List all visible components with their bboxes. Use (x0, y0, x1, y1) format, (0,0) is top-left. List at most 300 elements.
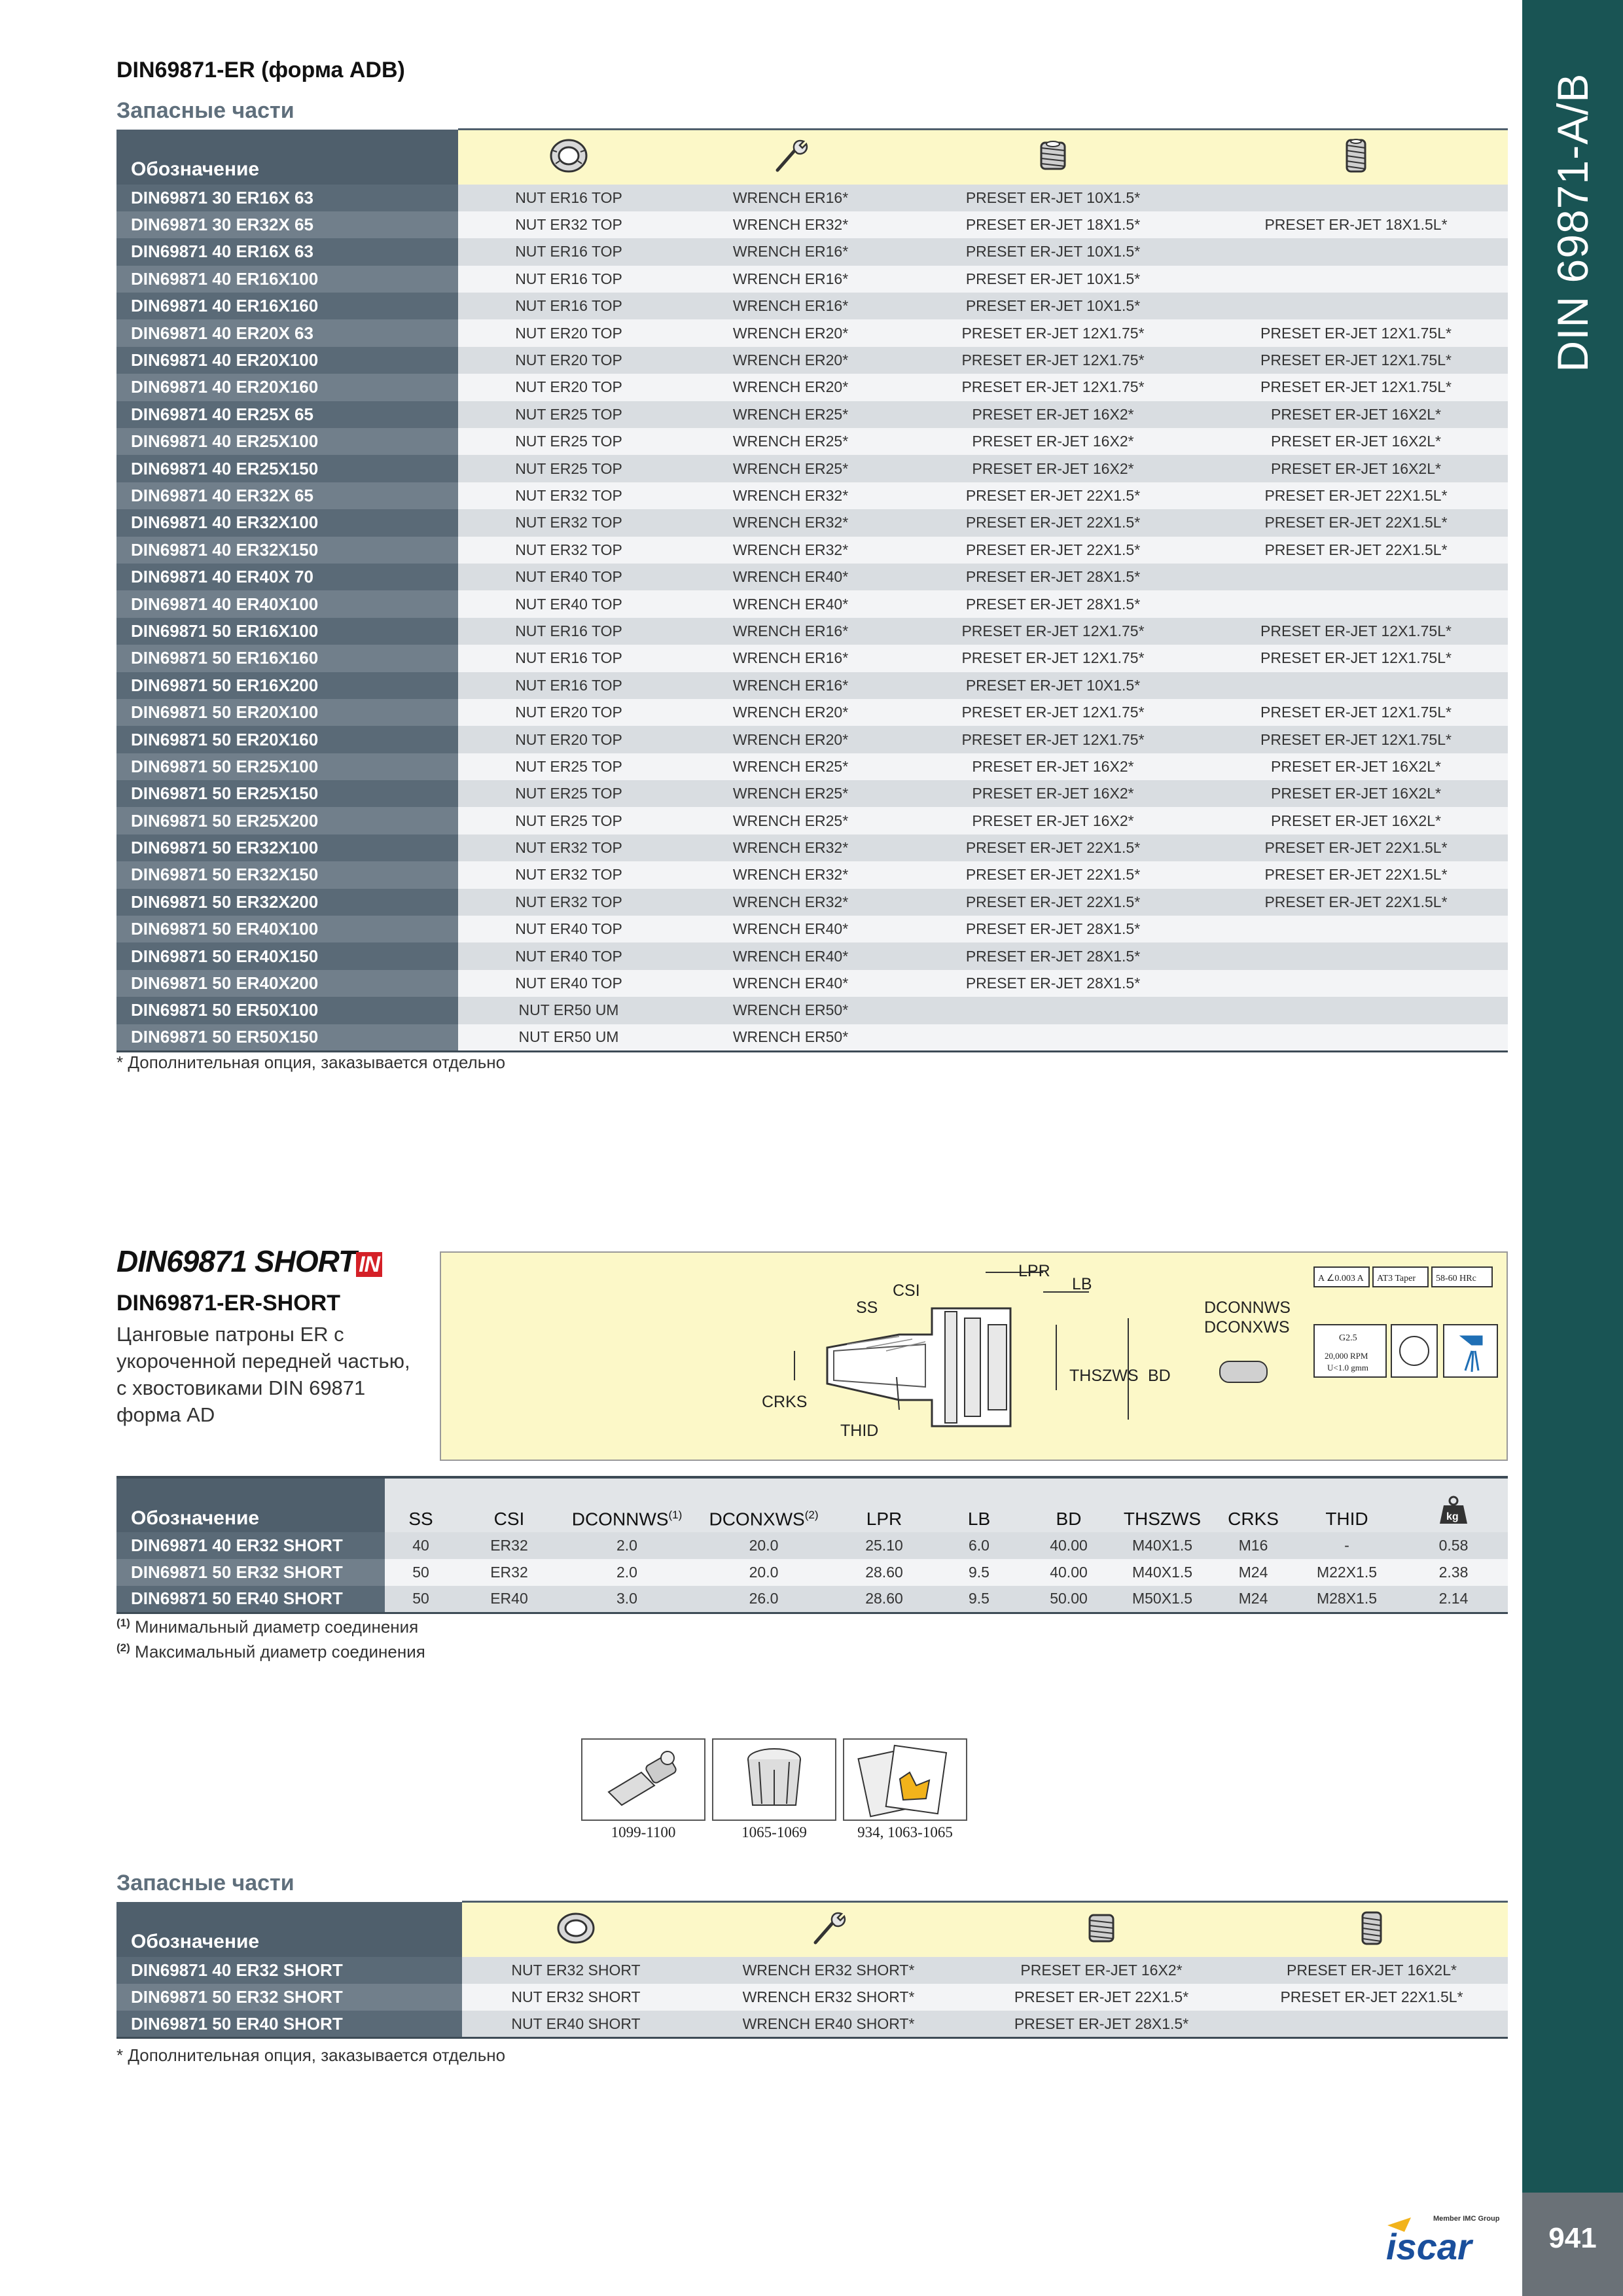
part-cell: WRENCH ER40* (679, 942, 902, 969)
designation-cell: DIN69871 50 ER32X100 (116, 834, 458, 861)
short-footnote: * Дополнительная опция, заказывается отдельно (116, 2045, 506, 2065)
part-cell: WRENCH ER32* (679, 509, 902, 536)
part-cell: NUT ER40 TOP (458, 942, 679, 969)
part-cell (1236, 2011, 1508, 2037)
short-spare-parts-table (116, 1901, 1508, 2039)
dimension-cell: 20.0 (692, 1559, 835, 1586)
designation-cell: DIN69871 40 ER32X 65 (116, 482, 458, 509)
table-row (116, 889, 1508, 916)
part-cell: NUT ER25 TOP (458, 753, 679, 780)
dimension-cell: 40.00 (1025, 1559, 1113, 1586)
part-cell: PRESET ER-JET 16X2L* (1204, 780, 1508, 807)
table-row (116, 428, 1508, 455)
ref-image-collet-holder[interactable] (581, 1738, 705, 1821)
part-cell (1204, 916, 1508, 942)
dims-header-lb: LB (933, 1477, 1025, 1532)
label-dconnws: DCONNWS (1204, 1299, 1291, 1317)
designation-cell: DIN69871 50 ER50X150 (116, 1024, 458, 1051)
designation-cell: DIN69871 40 ER16X160 (116, 293, 458, 319)
part-cell: WRENCH ER40* (679, 590, 902, 617)
designation-cell: DIN69871 50 ER32X150 (116, 861, 458, 888)
dimension-cell: 50 (385, 1559, 457, 1586)
designation-header: Обозначение (116, 130, 458, 185)
dimension-cell: ER40 (457, 1586, 562, 1613)
part-cell: PRESET ER-JET 18X1.5* (902, 211, 1204, 238)
part-cell: NUT ER32 TOP (458, 889, 679, 916)
part-cell: PRESET ER-JET 12X1.75* (902, 699, 1204, 726)
part-cell: PRESET ER-JET 16X2* (902, 807, 1204, 834)
designation-cell: DIN69871 50 ER16X160 (116, 645, 458, 672)
label-thszws: THSZWS (1069, 1367, 1139, 1385)
part-cell: NUT ER40 TOP (458, 590, 679, 617)
dims-header-ss: SS (385, 1477, 457, 1532)
designation-cell: DIN69871 40 ER20X 63 (116, 319, 458, 346)
coolant-screw-icon (902, 130, 1204, 185)
part-cell: NUT ER25 TOP (458, 780, 679, 807)
dimension-cell: 9.5 (933, 1559, 1025, 1586)
table-row (116, 293, 1508, 319)
ref-image-documents[interactable] (843, 1738, 967, 1821)
coolant-screw-icon (967, 1902, 1236, 1957)
rpm-label: 20,000 RPM (1325, 1351, 1368, 1361)
table-row (116, 970, 1508, 997)
product-line-logo (116, 1244, 382, 1279)
dconxws-sup: (2) (804, 1508, 819, 1521)
dimension-cell: 25.10 (835, 1532, 933, 1559)
part-cell: PRESET ER-JET 16X2L* (1204, 807, 1508, 834)
designation-cell: DIN69871 40 ER32 SHORT (116, 1957, 462, 1984)
member-text: Member IMC Group (1433, 2215, 1500, 2223)
part-cell: WRENCH ER40* (679, 564, 902, 590)
part-cell: NUT ER20 TOP (458, 347, 679, 374)
part-cell: PRESET ER-JET 10X1.5* (902, 293, 1204, 319)
table-row (116, 374, 1508, 401)
dimension-cell: 9.5 (933, 1586, 1025, 1613)
designation-cell: DIN69871 50 ER50X100 (116, 997, 458, 1024)
part-cell: PRESET ER-JET 22X1.5L* (1204, 834, 1508, 861)
part-cell: WRENCH ER20* (679, 726, 902, 753)
part-cell: PRESET ER-JET 16X2* (902, 428, 1204, 455)
part-cell: WRENCH ER20* (679, 319, 902, 346)
part-cell: PRESET ER-JET 22X1.5L* (1204, 889, 1508, 916)
part-cell: PRESET ER-JET 28X1.5* (967, 2011, 1236, 2037)
part-cell: NUT ER50 UM (458, 997, 679, 1024)
designation-cell: DIN69871 40 ER32X150 (116, 537, 458, 564)
table-row (116, 672, 1508, 699)
part-cell: WRENCH ER25* (679, 401, 902, 428)
part-cell: WRENCH ER25* (679, 428, 902, 455)
part-cell: WRENCH ER40* (679, 970, 902, 997)
table-row (116, 509, 1508, 536)
part-cell: WRENCH ER25* (679, 780, 902, 807)
designation-cell: DIN69871 40 ER32X100 (116, 509, 458, 536)
part-cell: WRENCH ER32* (679, 537, 902, 564)
part-cell: PRESET ER-JET 12X1.75L* (1204, 618, 1508, 645)
long-coolant-screw-icon (1204, 130, 1508, 185)
table-row (116, 537, 1508, 564)
table-row (116, 319, 1508, 346)
dimension-cell: 6.0 (933, 1532, 1025, 1559)
dimensions-table (116, 1476, 1508, 1614)
label-bd: BD (1148, 1367, 1171, 1385)
part-cell: PRESET ER-JET 28X1.5* (902, 590, 1204, 617)
taper-badge: AT3 Taper (1377, 1274, 1416, 1283)
designation-cell: DIN69871 50 ER25X100 (116, 753, 458, 780)
dimension-cell: - (1294, 1532, 1399, 1559)
table-row (116, 238, 1508, 265)
ref-label-3: 934, 1063-1065 (857, 1824, 953, 1840)
part-cell: WRENCH ER32* (679, 834, 902, 861)
part-cell: NUT ER25 TOP (458, 428, 679, 455)
part-cell: PRESET ER-JET 12X1.75L* (1204, 374, 1508, 401)
brand-text: DIN69871 SHORT (116, 1244, 357, 1278)
nut-icon (462, 1902, 690, 1957)
part-cell: PRESET ER-JET 12X1.75* (902, 645, 1204, 672)
designation-cell: DIN69871 40 ER25X 65 (116, 401, 458, 428)
dimension-cell: 26.0 (692, 1586, 835, 1613)
hardness-badge: 58-60 HRc (1436, 1274, 1476, 1283)
dims-header-designation: Обозначение (116, 1477, 385, 1532)
designation-cell: DIN69871 50 ER20X100 (116, 699, 458, 726)
label-thid: THID (840, 1422, 879, 1440)
table-row (116, 455, 1508, 482)
table-row (116, 997, 1508, 1024)
label-csi: CSI (893, 1282, 920, 1300)
part-cell: NUT ER16 TOP (458, 618, 679, 645)
part-cell (902, 997, 1204, 1024)
table-row (116, 942, 1508, 969)
dimension-cell: 20.0 (692, 1532, 835, 1559)
ref-label-1: 1099-1100 (611, 1824, 676, 1840)
table-row (116, 590, 1508, 617)
table-row (116, 1024, 1508, 1051)
part-cell: PRESET ER-JET 10X1.5* (902, 672, 1204, 699)
dimension-cell: 0.58 (1399, 1532, 1508, 1559)
dims-header-bd: BD (1025, 1477, 1113, 1532)
part-cell: WRENCH ER25* (679, 753, 902, 780)
part-cell: PRESET ER-JET 28X1.5* (902, 942, 1204, 969)
designation-cell: DIN69871 40 ER25X100 (116, 428, 458, 455)
designation-cell: DIN69871 50 ER25X150 (116, 780, 458, 807)
part-cell: NUT ER32 TOP (458, 211, 679, 238)
part-cell: PRESET ER-JET 10X1.5* (902, 238, 1204, 265)
designation-cell: DIN69871 50 ER40X100 (116, 916, 458, 942)
table-row (116, 645, 1508, 672)
part-cell: PRESET ER-JET 16X2* (902, 455, 1204, 482)
weight-icon-label: kg (1446, 1511, 1459, 1522)
designation-cell: DIN69871 50 ER40X150 (116, 942, 458, 969)
label-lb: LB (1072, 1275, 1092, 1293)
part-cell: PRESET ER-JET 28X1.5* (902, 970, 1204, 997)
table-row (116, 1586, 1508, 1613)
product-description: Цанговые патроны ER с укороченной передней частью, с хвостовиками DIN 69871 форма AD (116, 1323, 410, 1426)
designation-cell: DIN69871 50 ER32 SHORT (116, 1984, 462, 2011)
part-cell: PRESET ER-JET 16X2L* (1204, 455, 1508, 482)
part-cell: NUT ER32 TOP (458, 834, 679, 861)
spare-parts-table (116, 128, 1508, 1052)
designation-cell: DIN69871 40 ER25X150 (116, 455, 458, 482)
table-row (116, 916, 1508, 942)
dimension-cell: ER32 (457, 1559, 562, 1586)
part-cell (1204, 590, 1508, 617)
part-cell: PRESET ER-JET 16X2* (902, 780, 1204, 807)
part-cell: WRENCH ER25* (679, 807, 902, 834)
label-dconxws: DCONXWS (1204, 1318, 1290, 1336)
part-cell: NUT ER50 UM (458, 1024, 679, 1051)
table-row (116, 401, 1508, 428)
dims-header-thid: THID (1294, 1477, 1399, 1532)
part-cell: PRESET ER-JET 22X1.5L* (1204, 509, 1508, 536)
dims-header-dconxws (692, 1477, 835, 1532)
part-cell: PRESET ER-JET 12X1.75* (902, 618, 1204, 645)
part-cell: PRESET ER-JET 22X1.5L* (1236, 1984, 1508, 2011)
designation-cell: DIN69871 40 ER16X100 (116, 266, 458, 293)
long-coolant-screw-icon (1236, 1902, 1508, 1957)
logo-text: iscar (1386, 2226, 1472, 2266)
unbalance-label: U<1.0 gmm (1327, 1363, 1368, 1372)
ref-image-collet[interactable] (712, 1738, 836, 1821)
part-cell: WRENCH ER32 SHORT* (690, 1984, 967, 2011)
part-cell: PRESET ER-JET 12X1.75* (902, 347, 1204, 374)
part-cell: WRENCH ER32 SHORT* (690, 1957, 967, 1984)
dconxws-text: DCONXWS (709, 1509, 805, 1529)
part-cell (1204, 1024, 1508, 1051)
dimension-cell: 2.14 (1399, 1586, 1508, 1613)
part-cell: NUT ER25 TOP (458, 401, 679, 428)
part-cell: PRESET ER-JET 22X1.5* (902, 834, 1204, 861)
part-cell: WRENCH ER20* (679, 374, 902, 401)
dimension-cell: 40.00 (1025, 1532, 1113, 1559)
part-cell: WRENCH ER32* (679, 211, 902, 238)
dimension-cell: M24 (1212, 1586, 1294, 1613)
dimension-cell: M16 (1212, 1532, 1294, 1559)
note-2-mark: (2) (116, 1641, 130, 1654)
dims-header-thszws: THSZWS (1113, 1477, 1212, 1532)
part-cell: WRENCH ER16* (679, 618, 902, 645)
part-cell: PRESET ER-JET 12X1.75* (902, 726, 1204, 753)
part-cell: PRESET ER-JET 12X1.75L* (1204, 319, 1508, 346)
part-cell (1204, 266, 1508, 293)
part-cell: NUT ER25 TOP (458, 807, 679, 834)
dims-header-lpr: LPR (835, 1477, 933, 1532)
part-cell: NUT ER20 TOP (458, 726, 679, 753)
footnote: * Дополнительная опция, заказывается отдельно (116, 1052, 506, 1072)
table-row (116, 2011, 1508, 2037)
dimension-cell: ER32 (457, 1532, 562, 1559)
part-cell: WRENCH ER32* (679, 861, 902, 888)
part-cell: WRENCH ER20* (679, 699, 902, 726)
table-row (116, 807, 1508, 834)
part-cell: PRESET ER-JET 10X1.5* (902, 266, 1204, 293)
part-cell: PRESET ER-JET 22X1.5L* (1204, 861, 1508, 888)
part-cell: PRESET ER-JET 22X1.5* (902, 889, 1204, 916)
part-cell (1204, 564, 1508, 590)
section-title: DIN69871-ER (форма ADB) (116, 58, 405, 82)
dimension-cell: M40X1.5 (1113, 1532, 1212, 1559)
part-cell: PRESET ER-JET 16X2L* (1204, 753, 1508, 780)
table-row (116, 780, 1508, 807)
part-cell (1204, 672, 1508, 699)
spare-parts-heading: Запасные части (116, 98, 294, 123)
part-cell: PRESET ER-JET 22X1.5L* (1204, 482, 1508, 509)
part-cell: NUT ER40 SHORT (462, 2011, 690, 2037)
product-title: DIN69871-ER-SHORT (116, 1291, 340, 1316)
designation-cell: DIN69871 50 ER25X200 (116, 807, 458, 834)
designation-cell: DIN69871 50 ER40X200 (116, 970, 458, 997)
table-row (116, 753, 1508, 780)
designation-cell: DIN69871 40 ER40X100 (116, 590, 458, 617)
designation-cell: DIN69871 50 ER16X100 (116, 618, 458, 645)
part-cell: WRENCH ER32* (679, 889, 902, 916)
part-cell: NUT ER40 TOP (458, 564, 679, 590)
part-cell: WRENCH ER16* (679, 645, 902, 672)
table-row (116, 834, 1508, 861)
dimension-cell: M24 (1212, 1559, 1294, 1586)
designation-cell: DIN69871 50 ER40 SHORT (116, 1586, 385, 1613)
designation-cell: DIN69871 50 ER32X200 (116, 889, 458, 916)
section-tab (1522, 0, 1623, 471)
dimension-cell: M50X1.5 (1113, 1586, 1212, 1613)
part-cell: PRESET ER-JET 16X2L* (1236, 1957, 1508, 1984)
part-cell: NUT ER16 TOP (458, 185, 679, 211)
part-cell: NUT ER32 TOP (458, 537, 679, 564)
tolerance-badge: A ∠0.003 A (1318, 1274, 1364, 1283)
part-cell: NUT ER20 TOP (458, 319, 679, 346)
designation-cell: DIN69871 50 ER16X200 (116, 672, 458, 699)
part-cell: PRESET ER-JET 28X1.5* (902, 916, 1204, 942)
part-cell: WRENCH ER50* (679, 997, 902, 1024)
dconnws-text: DCONNWS (571, 1509, 669, 1529)
part-cell (902, 1024, 1204, 1051)
balance-grade: G2.5 (1339, 1333, 1357, 1343)
table-row (116, 482, 1508, 509)
part-cell: PRESET ER-JET 12X1.75* (902, 319, 1204, 346)
part-cell: PRESET ER-JET 16X2L* (1204, 401, 1508, 428)
designation-cell: DIN69871 40 ER20X160 (116, 374, 458, 401)
dimension-cell: 28.60 (835, 1559, 933, 1586)
part-cell: PRESET ER-JET 22X1.5L* (1204, 537, 1508, 564)
designation-cell: DIN69871 50 ER40 SHORT (116, 2011, 462, 2037)
brand-highlight: IN (356, 1252, 382, 1277)
part-cell: NUT ER32 TOP (458, 861, 679, 888)
part-cell: PRESET ER-JET 12X1.75L* (1204, 347, 1508, 374)
dimension-cell: 2.0 (562, 1559, 692, 1586)
part-cell: NUT ER16 TOP (458, 645, 679, 672)
part-cell: WRENCH ER16* (679, 672, 902, 699)
part-cell: NUT ER32 SHORT (462, 1957, 690, 1984)
part-cell: PRESET ER-JET 16X2* (967, 1957, 1236, 1984)
part-cell: PRESET ER-JET 12X1.75L* (1204, 726, 1508, 753)
dimension-cell: 2.0 (562, 1532, 692, 1559)
technical-drawing (440, 1251, 1508, 1461)
dimension-cell: 50.00 (1025, 1586, 1113, 1613)
part-cell: NUT ER20 TOP (458, 374, 679, 401)
label-ss: SS (856, 1299, 878, 1317)
part-cell: WRENCH ER16* (679, 293, 902, 319)
dconnws-sup: (1) (668, 1508, 683, 1521)
table-row (116, 564, 1508, 590)
part-cell: NUT ER16 TOP (458, 672, 679, 699)
part-cell: WRENCH ER16* (679, 238, 902, 265)
table-row (116, 211, 1508, 238)
designation-cell: DIN69871 40 ER20X100 (116, 347, 458, 374)
part-cell: NUT ER40 TOP (458, 916, 679, 942)
table-row (116, 1984, 1508, 2011)
part-cell: NUT ER20 TOP (458, 699, 679, 726)
note-2 (116, 1641, 425, 1662)
table-row (116, 1559, 1508, 1586)
part-cell: PRESET ER-JET 22X1.5* (902, 861, 1204, 888)
part-cell: PRESET ER-JET 16X2* (902, 401, 1204, 428)
part-cell (1204, 238, 1508, 265)
part-cell: PRESET ER-JET 16X2* (902, 753, 1204, 780)
short-spare-parts-heading: Запасные части (116, 1871, 294, 1895)
part-cell: NUT ER16 TOP (458, 238, 679, 265)
page-number: 941 (1548, 2222, 1597, 2254)
note-1 (116, 1617, 418, 1638)
dimension-cell: 50 (385, 1586, 457, 1613)
part-cell: NUT ER16 TOP (458, 293, 679, 319)
dimension-cell: M22X1.5 (1294, 1559, 1399, 1586)
part-cell: NUT ER32 TOP (458, 482, 679, 509)
part-cell: PRESET ER-JET 22X1.5* (902, 482, 1204, 509)
wrench-icon (679, 130, 902, 185)
weight-icon (1399, 1477, 1508, 1532)
table-row (116, 699, 1508, 726)
ref-label-2: 1065-1069 (741, 1824, 807, 1840)
part-cell: WRENCH ER32* (679, 482, 902, 509)
part-cell: WRENCH ER25* (679, 455, 902, 482)
dimension-cell: M40X1.5 (1113, 1559, 1212, 1586)
table-row (116, 618, 1508, 645)
designation-cell: DIN69871 40 ER16X 63 (116, 238, 458, 265)
designation-cell: DIN69871 40 ER32 SHORT (116, 1532, 385, 1559)
part-cell: WRENCH ER16* (679, 185, 902, 211)
table-row (116, 726, 1508, 753)
part-cell: WRENCH ER50* (679, 1024, 902, 1051)
part-cell: PRESET ER-JET 22X1.5* (967, 1984, 1236, 2011)
part-cell (1204, 970, 1508, 997)
part-cell: WRENCH ER40* (679, 916, 902, 942)
part-cell: PRESET ER-JET 28X1.5* (902, 564, 1204, 590)
dimension-cell: 2.38 (1399, 1559, 1508, 1586)
dimension-cell: 28.60 (835, 1586, 933, 1613)
part-cell: PRESET ER-JET 18X1.5L* (1204, 211, 1508, 238)
part-cell (1204, 942, 1508, 969)
dimension-cell: 40 (385, 1532, 457, 1559)
dims-header-crks: CRKS (1212, 1477, 1294, 1532)
part-cell: WRENCH ER40 SHORT* (690, 2011, 967, 2037)
part-cell: NUT ER32 SHORT (462, 1984, 690, 2011)
part-cell: NUT ER16 TOP (458, 266, 679, 293)
designation-cell: DIN69871 30 ER32X 65 (116, 211, 458, 238)
dims-header-csi: CSI (457, 1477, 562, 1532)
designation-cell: DIN69871 40 ER40X 70 (116, 564, 458, 590)
part-cell: WRENCH ER16* (679, 266, 902, 293)
iscar-logo (1385, 2212, 1500, 2266)
part-cell: PRESET ER-JET 22X1.5* (902, 509, 1204, 536)
part-cell: PRESET ER-JET 16X2L* (1204, 428, 1508, 455)
part-cell: NUT ER40 TOP (458, 970, 679, 997)
part-cell: PRESET ER-JET 12X1.75* (902, 374, 1204, 401)
note-1-text: Минимальный диаметр соединения (135, 1617, 419, 1637)
note-1-mark: (1) (116, 1617, 130, 1629)
short-designation-header: Обозначение (116, 1902, 462, 1957)
nut-icon (458, 130, 679, 185)
part-cell: NUT ER25 TOP (458, 455, 679, 482)
dims-header-dconnws (562, 1477, 692, 1532)
part-cell (1204, 185, 1508, 211)
